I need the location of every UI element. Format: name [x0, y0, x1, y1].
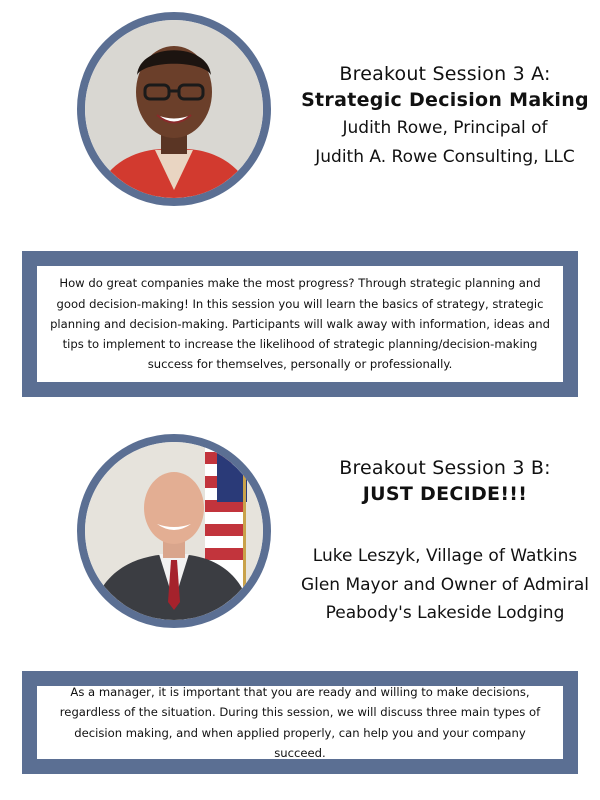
- portrait-illustration: [85, 20, 263, 198]
- session-a-speaker-line2: Judith A. Rowe Consulting, LLC: [315, 146, 575, 167]
- session-b-title: JUST DECIDE!!!: [362, 482, 528, 505]
- session-a-speaker-line1: Judith Rowe, Principal of: [342, 118, 548, 139]
- session-b-label: Breakout Session 3 B:: [339, 457, 551, 479]
- session-a-heading: [300, 62, 590, 170]
- session-b-speaker-line1: Luke Leszyk, Village of Watkins: [312, 546, 578, 567]
- session-a-description-frame: [22, 251, 578, 397]
- session-b-speaker-line3: Peabody's Lakeside Lodging: [325, 602, 565, 623]
- session-b-description-frame: [22, 671, 578, 774]
- session-a-title: Strategic Decision Making: [301, 88, 589, 111]
- session-a-label: Breakout Session 3 A:: [339, 63, 551, 85]
- portrait-illustration: [85, 442, 263, 620]
- session-b-speaker-line2: Glen Mayor and Owner of Admiral: [300, 574, 590, 595]
- session-b-description: As a manager, it is important that you are ready and willing to make decisions, regardless of the situation. During this session, we will discuss three main types of decision making, and when applied properly, can help you and your company succeed.: [37, 686, 563, 759]
- session-b-heading: [300, 456, 590, 626]
- speaker-photo-luke-leszyk: [77, 434, 271, 628]
- session-a-description: How do great companies make the most progress? Through strategic planning and good decision-making! In this session you will learn the basics of strategy, strategic planning and decision-making. Participants will walk away with information, ideas and tips to implement to increase the likelihood of strategic planning/decision-making success for themselves, personally or professionally.: [37, 266, 563, 382]
- speaker-photo-judith-rowe: [77, 12, 271, 206]
